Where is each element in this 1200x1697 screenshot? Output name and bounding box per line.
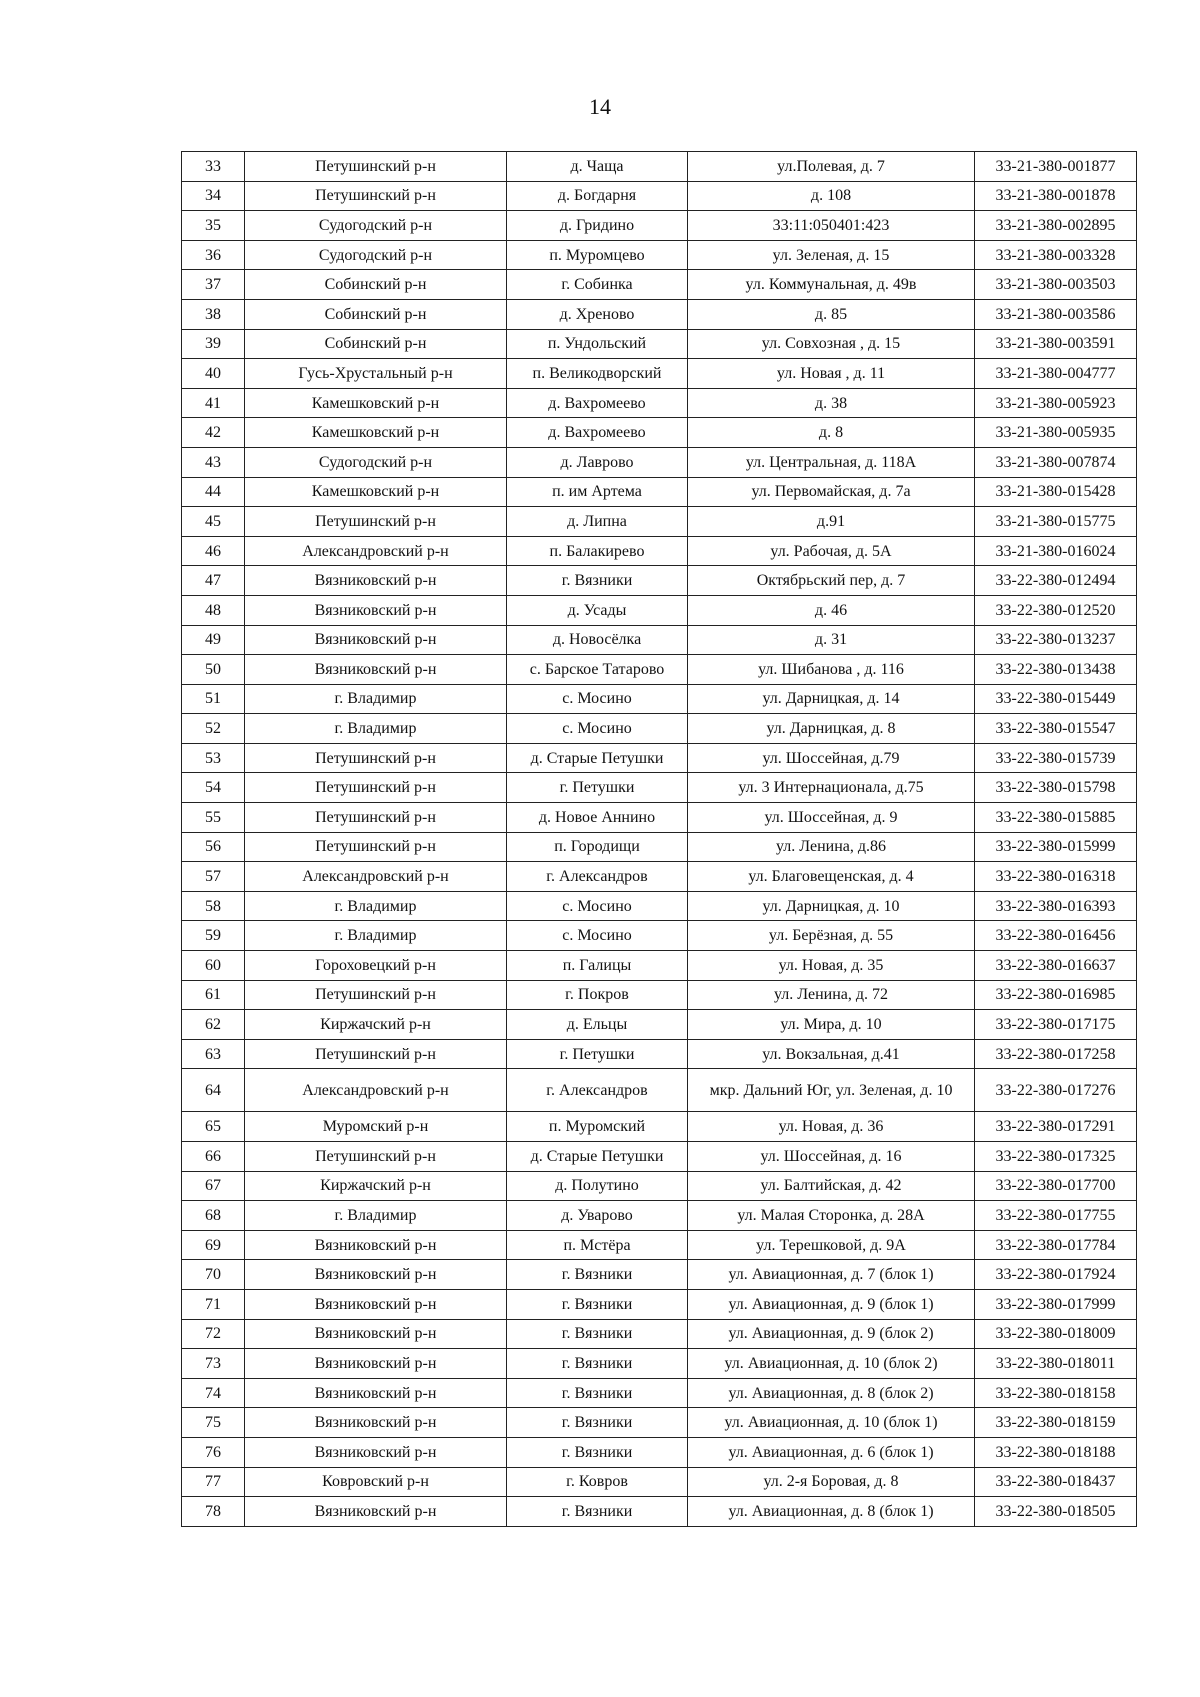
district-cell: г. Владимир bbox=[245, 891, 507, 921]
district-cell: Вязниковский р-н bbox=[245, 1349, 507, 1379]
table-row bbox=[182, 1010, 1137, 1040]
locality-cell: д. Хреново bbox=[507, 299, 688, 329]
locality-cell: д. Вахромеево bbox=[507, 388, 688, 418]
registry-code-cell: 33-22-380-017924 bbox=[975, 1260, 1137, 1290]
registry-code-cell: 33-22-380-018505 bbox=[975, 1497, 1137, 1527]
district-cell: Александровский р-н bbox=[245, 862, 507, 892]
table-row bbox=[182, 595, 1137, 625]
registry-code-cell: 33-22-380-015999 bbox=[975, 832, 1137, 862]
table-row bbox=[182, 447, 1137, 477]
table-row bbox=[182, 1349, 1137, 1379]
registry-code-cell: 33-22-380-017325 bbox=[975, 1142, 1137, 1172]
district-cell: Вязниковский р-н bbox=[245, 1408, 507, 1438]
district-cell: г. Владимир bbox=[245, 1201, 507, 1231]
row-number: 44 bbox=[182, 477, 245, 507]
address-cell: д.91 bbox=[688, 507, 975, 537]
address-cell: ул. Новая, д. 35 bbox=[688, 951, 975, 981]
table-row bbox=[182, 980, 1137, 1010]
table-row bbox=[182, 181, 1137, 211]
address-cell: ул. Ленина, д. 72 bbox=[688, 980, 975, 1010]
address-cell: ул. Первомайская, д. 7а bbox=[688, 477, 975, 507]
locality-cell: д. Полутино bbox=[507, 1171, 688, 1201]
row-number: 43 bbox=[182, 447, 245, 477]
district-cell: Петушинский р-н bbox=[245, 507, 507, 537]
table-row bbox=[182, 1069, 1137, 1112]
district-cell: г. Владимир bbox=[245, 921, 507, 951]
locality-cell: г. Вязники bbox=[507, 1289, 688, 1319]
locality-cell: п. Мстёра bbox=[507, 1230, 688, 1260]
row-number: 58 bbox=[182, 891, 245, 921]
address-cell: ул. Авиационная, д. 9 (блок 1) bbox=[688, 1289, 975, 1319]
address-cell: ул. Терешковой, д. 9А bbox=[688, 1230, 975, 1260]
address-cell: д. 31 bbox=[688, 625, 975, 655]
row-number: 76 bbox=[182, 1437, 245, 1467]
row-number: 48 bbox=[182, 595, 245, 625]
address-cell: ул. Авиационная, д. 8 (блок 2) bbox=[688, 1378, 975, 1408]
registry-code-cell: 33-22-380-013237 bbox=[975, 625, 1137, 655]
table-row bbox=[182, 1408, 1137, 1438]
district-cell: Петушинский р-н bbox=[245, 181, 507, 211]
locality-cell: д. Уварово bbox=[507, 1201, 688, 1231]
table-row bbox=[182, 566, 1137, 596]
locality-cell: п. Великодворский bbox=[507, 359, 688, 389]
page-number: 14 bbox=[589, 94, 611, 119]
locality-cell: г. Вязники bbox=[507, 1319, 688, 1349]
district-cell: Собинский р-н bbox=[245, 270, 507, 300]
row-number: 38 bbox=[182, 299, 245, 329]
row-number: 57 bbox=[182, 862, 245, 892]
address-cell: ул. Балтийская, д. 42 bbox=[688, 1171, 975, 1201]
address-cell: ул. Вокзальная, д.41 bbox=[688, 1039, 975, 1069]
registry-code-cell: 33-21-380-005935 bbox=[975, 418, 1137, 448]
locality-cell: г. Вязники bbox=[507, 1378, 688, 1408]
row-number: 71 bbox=[182, 1289, 245, 1319]
row-number: 67 bbox=[182, 1171, 245, 1201]
registry-code-cell: 33-22-380-016985 bbox=[975, 980, 1137, 1010]
row-number: 69 bbox=[182, 1230, 245, 1260]
district-cell: г. Владимир bbox=[245, 684, 507, 714]
locality-cell: п. им Артема bbox=[507, 477, 688, 507]
district-cell: Петушинский р-н bbox=[245, 152, 507, 182]
district-cell: Киржачский р-н bbox=[245, 1010, 507, 1040]
registry-code-cell: 33-22-380-016456 bbox=[975, 921, 1137, 951]
table-row bbox=[182, 951, 1137, 981]
district-cell: Вязниковский р-н bbox=[245, 1319, 507, 1349]
table-row bbox=[182, 862, 1137, 892]
address-cell: ул. Новая , д. 11 bbox=[688, 359, 975, 389]
row-number: 34 bbox=[182, 181, 245, 211]
table-row bbox=[182, 211, 1137, 241]
registry-code-cell: 33-21-380-002895 bbox=[975, 211, 1137, 241]
table-row bbox=[182, 299, 1137, 329]
registry-code-cell: 33-22-380-018437 bbox=[975, 1467, 1137, 1497]
district-cell: Собинский р-н bbox=[245, 329, 507, 359]
address-cell: ул. Ленина, д.86 bbox=[688, 832, 975, 862]
table-row bbox=[182, 388, 1137, 418]
registry-code-cell: 33-22-380-016318 bbox=[975, 862, 1137, 892]
table-row bbox=[182, 1230, 1137, 1260]
registry-code-cell: 33-21-380-004777 bbox=[975, 359, 1137, 389]
locality-cell: д. Лаврово bbox=[507, 447, 688, 477]
table-row bbox=[182, 1289, 1137, 1319]
district-cell: Вязниковский р-н bbox=[245, 1230, 507, 1260]
row-number: 63 bbox=[182, 1039, 245, 1069]
locality-cell: д. Чаща bbox=[507, 152, 688, 182]
locality-cell: д. Новое Аннино bbox=[507, 803, 688, 833]
address-cell: д. 46 bbox=[688, 595, 975, 625]
table-row bbox=[182, 477, 1137, 507]
district-cell: Ковровский р-н bbox=[245, 1467, 507, 1497]
district-cell: Судогодский р-н bbox=[245, 211, 507, 241]
row-number: 72 bbox=[182, 1319, 245, 1349]
registry-table-container bbox=[181, 151, 1136, 1527]
row-number: 73 bbox=[182, 1349, 245, 1379]
address-cell: ул. Зеленая, д. 15 bbox=[688, 240, 975, 270]
locality-cell: д. Ельцы bbox=[507, 1010, 688, 1040]
table-row bbox=[182, 359, 1137, 389]
table-row bbox=[182, 684, 1137, 714]
row-number: 66 bbox=[182, 1142, 245, 1172]
district-cell: Вязниковский р-н bbox=[245, 655, 507, 685]
locality-cell: г. Вязники bbox=[507, 566, 688, 596]
address-cell: ул.Полевая, д. 7 bbox=[688, 152, 975, 182]
registry-code-cell: 33-22-380-018009 bbox=[975, 1319, 1137, 1349]
locality-cell: г. Александров bbox=[507, 1069, 688, 1112]
locality-cell: д. Богдарня bbox=[507, 181, 688, 211]
address-cell: ул. Шоссейная, д.79 bbox=[688, 743, 975, 773]
table-row bbox=[182, 1201, 1137, 1231]
row-number: 41 bbox=[182, 388, 245, 418]
table-row bbox=[182, 1319, 1137, 1349]
table-row bbox=[182, 1497, 1137, 1527]
district-cell: Александровский р-н bbox=[245, 536, 507, 566]
row-number: 78 bbox=[182, 1497, 245, 1527]
locality-cell: г. Вязники bbox=[507, 1260, 688, 1290]
registry-code-cell: 33-21-380-003591 bbox=[975, 329, 1137, 359]
row-number: 77 bbox=[182, 1467, 245, 1497]
locality-cell: п. Муромцево bbox=[507, 240, 688, 270]
table-row bbox=[182, 1437, 1137, 1467]
district-cell: Вязниковский р-н bbox=[245, 1437, 507, 1467]
district-cell: г. Владимир bbox=[245, 714, 507, 744]
table-row bbox=[182, 773, 1137, 803]
row-number: 40 bbox=[182, 359, 245, 389]
row-number: 39 bbox=[182, 329, 245, 359]
table-row bbox=[182, 270, 1137, 300]
district-cell: Александровский р-н bbox=[245, 1069, 507, 1112]
row-number: 37 bbox=[182, 270, 245, 300]
address-cell: ул. Авиационная, д. 8 (блок 1) bbox=[688, 1497, 975, 1527]
row-number: 65 bbox=[182, 1112, 245, 1142]
registry-code-cell: 33-22-380-017258 bbox=[975, 1039, 1137, 1069]
row-number: 54 bbox=[182, 773, 245, 803]
locality-cell: п. Городищи bbox=[507, 832, 688, 862]
address-cell: д. 108 bbox=[688, 181, 975, 211]
row-number: 33 bbox=[182, 152, 245, 182]
table-row bbox=[182, 418, 1137, 448]
registry-code-cell: 33-22-380-017999 bbox=[975, 1289, 1137, 1319]
locality-cell: с. Барское Татарово bbox=[507, 655, 688, 685]
locality-cell: д. Старые Петушки bbox=[507, 743, 688, 773]
registry-code-cell: 33-21-380-015775 bbox=[975, 507, 1137, 537]
district-cell: Камешковский р-н bbox=[245, 388, 507, 418]
district-cell: Петушинский р-н bbox=[245, 743, 507, 773]
locality-cell: г. Вязники bbox=[507, 1497, 688, 1527]
table-row bbox=[182, 655, 1137, 685]
row-number: 60 bbox=[182, 951, 245, 981]
registry-table bbox=[181, 151, 1137, 1527]
locality-cell: с. Мосино bbox=[507, 921, 688, 951]
row-number: 52 bbox=[182, 714, 245, 744]
address-cell: ул. 2-я Боровая, д. 8 bbox=[688, 1467, 975, 1497]
row-number: 55 bbox=[182, 803, 245, 833]
locality-cell: с. Мосино bbox=[507, 891, 688, 921]
locality-cell: д. Липна bbox=[507, 507, 688, 537]
registry-code-cell: 33-22-380-015739 bbox=[975, 743, 1137, 773]
registry-code-cell: 33-22-380-015798 bbox=[975, 773, 1137, 803]
district-cell: Судогодский р-н bbox=[245, 240, 507, 270]
table-row bbox=[182, 1039, 1137, 1069]
registry-code-cell: 33-21-380-005923 bbox=[975, 388, 1137, 418]
district-cell: Петушинский р-н bbox=[245, 803, 507, 833]
table-row bbox=[182, 1142, 1137, 1172]
locality-cell: д. Новосёлка bbox=[507, 625, 688, 655]
locality-cell: г. Петушки bbox=[507, 1039, 688, 1069]
address-cell: ул. Авиационная, д. 10 (блок 1) bbox=[688, 1408, 975, 1438]
address-cell: мкр. Дальний Юг, ул. Зеленая, д. 10 bbox=[688, 1069, 975, 1112]
table-row bbox=[182, 1171, 1137, 1201]
locality-cell: п. Галицы bbox=[507, 951, 688, 981]
registry-code-cell: 33-22-380-018158 bbox=[975, 1378, 1137, 1408]
registry-code-cell: 33-22-380-017175 bbox=[975, 1010, 1137, 1040]
district-cell: Собинский р-н bbox=[245, 299, 507, 329]
district-cell: Петушинский р-н bbox=[245, 773, 507, 803]
address-cell: ул. Шибанова , д. 116 bbox=[688, 655, 975, 685]
district-cell: Вязниковский р-н bbox=[245, 1289, 507, 1319]
registry-code-cell: 33-22-380-015885 bbox=[975, 803, 1137, 833]
district-cell: Вязниковский р-н bbox=[245, 1378, 507, 1408]
row-number: 50 bbox=[182, 655, 245, 685]
locality-cell: г. Вязники bbox=[507, 1437, 688, 1467]
table-row bbox=[182, 152, 1137, 182]
address-cell: д. 8 bbox=[688, 418, 975, 448]
table-row bbox=[182, 536, 1137, 566]
table-row bbox=[182, 240, 1137, 270]
district-cell: Петушинский р-н bbox=[245, 1142, 507, 1172]
locality-cell: п. Ундольский bbox=[507, 329, 688, 359]
table-row bbox=[182, 743, 1137, 773]
district-cell: Киржачский р-н bbox=[245, 1171, 507, 1201]
address-cell: ул. Рабочая, д. 5А bbox=[688, 536, 975, 566]
row-number: 53 bbox=[182, 743, 245, 773]
registry-code-cell: 33-22-380-012494 bbox=[975, 566, 1137, 596]
address-cell: ул. Совхозная , д. 15 bbox=[688, 329, 975, 359]
registry-code-cell: 33-22-380-017276 bbox=[975, 1069, 1137, 1112]
registry-code-cell: 33-22-380-016393 bbox=[975, 891, 1137, 921]
address-cell: д. 38 bbox=[688, 388, 975, 418]
locality-cell: г. Вязники bbox=[507, 1349, 688, 1379]
address-cell: Октябрьский пер, д. 7 bbox=[688, 566, 975, 596]
registry-code-cell: 33-22-380-017784 bbox=[975, 1230, 1137, 1260]
address-cell: ул. 3 Интернационала, д.75 bbox=[688, 773, 975, 803]
district-cell: Гусь-Хрустальный р-н bbox=[245, 359, 507, 389]
district-cell: Петушинский р-н bbox=[245, 980, 507, 1010]
row-number: 51 bbox=[182, 684, 245, 714]
locality-cell: г. Покров bbox=[507, 980, 688, 1010]
row-number: 61 bbox=[182, 980, 245, 1010]
table-row bbox=[182, 832, 1137, 862]
row-number: 47 bbox=[182, 566, 245, 596]
row-number: 49 bbox=[182, 625, 245, 655]
address-cell: ул. Благовещенская, д. 4 bbox=[688, 862, 975, 892]
address-cell: ул. Дарницкая, д. 10 bbox=[688, 891, 975, 921]
row-number: 59 bbox=[182, 921, 245, 951]
table-row bbox=[182, 714, 1137, 744]
row-number: 56 bbox=[182, 832, 245, 862]
table-row bbox=[182, 1260, 1137, 1290]
row-number: 36 bbox=[182, 240, 245, 270]
registry-code-cell: 33-22-380-017755 bbox=[975, 1201, 1137, 1231]
table-row bbox=[182, 1378, 1137, 1408]
district-cell: Петушинский р-н bbox=[245, 832, 507, 862]
district-cell: Вязниковский р-н bbox=[245, 595, 507, 625]
registry-code-cell: 33-22-380-017700 bbox=[975, 1171, 1137, 1201]
table-row bbox=[182, 1467, 1137, 1497]
registry-code-cell: 33-22-380-015449 bbox=[975, 684, 1137, 714]
registry-code-cell: 33-21-380-001877 bbox=[975, 152, 1137, 182]
registry-code-cell: 33-22-380-018159 bbox=[975, 1408, 1137, 1438]
district-cell: Камешковский р-н bbox=[245, 418, 507, 448]
locality-cell: г. Ковров bbox=[507, 1467, 688, 1497]
address-cell: ул. Шоссейная, д. 9 bbox=[688, 803, 975, 833]
table-row bbox=[182, 329, 1137, 359]
district-cell: Петушинский р-н bbox=[245, 1039, 507, 1069]
address-cell: ул. Авиационная, д. 10 (блок 2) bbox=[688, 1349, 975, 1379]
address-cell: ул. Центральная, д. 118А bbox=[688, 447, 975, 477]
address-cell: 33:11:050401:423 bbox=[688, 211, 975, 241]
address-cell: ул. Шоссейная, д. 16 bbox=[688, 1142, 975, 1172]
table-row bbox=[182, 803, 1137, 833]
table-row bbox=[182, 921, 1137, 951]
row-number: 74 bbox=[182, 1378, 245, 1408]
registry-code-cell: 33-22-380-016637 bbox=[975, 951, 1137, 981]
locality-cell: п. Балакирево bbox=[507, 536, 688, 566]
registry-code-cell: 33-22-380-015547 bbox=[975, 714, 1137, 744]
locality-cell: г. Собинка bbox=[507, 270, 688, 300]
district-cell: Камешковский р-н bbox=[245, 477, 507, 507]
registry-code-cell: 33-21-380-003328 bbox=[975, 240, 1137, 270]
row-number: 70 bbox=[182, 1260, 245, 1290]
locality-cell: с. Мосино bbox=[507, 684, 688, 714]
row-number: 75 bbox=[182, 1408, 245, 1438]
table-row bbox=[182, 891, 1137, 921]
row-number: 45 bbox=[182, 507, 245, 537]
table-row bbox=[182, 1112, 1137, 1142]
address-cell: ул. Берёзная, д. 55 bbox=[688, 921, 975, 951]
registry-code-cell: 33-21-380-015428 bbox=[975, 477, 1137, 507]
locality-cell: г. Александров bbox=[507, 862, 688, 892]
table-row bbox=[182, 507, 1137, 537]
row-number: 64 bbox=[182, 1069, 245, 1112]
locality-cell: г. Вязники bbox=[507, 1408, 688, 1438]
district-cell: Вязниковский р-н bbox=[245, 566, 507, 596]
district-cell: Вязниковский р-н bbox=[245, 1260, 507, 1290]
address-cell: ул. Мира, д. 10 bbox=[688, 1010, 975, 1040]
address-cell: ул. Малая Сторонка, д. 28А bbox=[688, 1201, 975, 1231]
registry-code-cell: 33-22-380-013438 bbox=[975, 655, 1137, 685]
address-cell: ул. Дарницкая, д. 14 bbox=[688, 684, 975, 714]
row-number: 68 bbox=[182, 1201, 245, 1231]
locality-cell: с. Мосино bbox=[507, 714, 688, 744]
district-cell: Гороховецкий р-н bbox=[245, 951, 507, 981]
district-cell: Муромский р-н bbox=[245, 1112, 507, 1142]
address-cell: ул. Новая, д. 36 bbox=[688, 1112, 975, 1142]
row-number: 35 bbox=[182, 211, 245, 241]
registry-code-cell: 33-21-380-007874 bbox=[975, 447, 1137, 477]
registry-code-cell: 33-22-380-017291 bbox=[975, 1112, 1137, 1142]
address-cell: ул. Авиационная, д. 7 (блок 1) bbox=[688, 1260, 975, 1290]
locality-cell: п. Муромский bbox=[507, 1112, 688, 1142]
address-cell: ул. Коммунальная, д. 49в bbox=[688, 270, 975, 300]
table-row bbox=[182, 625, 1137, 655]
registry-code-cell: 33-22-380-018188 bbox=[975, 1437, 1137, 1467]
registry-table-body bbox=[182, 152, 1137, 1527]
address-cell: ул. Авиационная, д. 9 (блок 2) bbox=[688, 1319, 975, 1349]
locality-cell: д. Вахромеево bbox=[507, 418, 688, 448]
row-number: 46 bbox=[182, 536, 245, 566]
locality-cell: д. Старые Петушки bbox=[507, 1142, 688, 1172]
address-cell: д. 85 bbox=[688, 299, 975, 329]
district-cell: Судогодский р-н bbox=[245, 447, 507, 477]
registry-code-cell: 33-21-380-016024 bbox=[975, 536, 1137, 566]
registry-code-cell: 33-22-380-018011 bbox=[975, 1349, 1137, 1379]
row-number: 42 bbox=[182, 418, 245, 448]
address-cell: ул. Дарницкая, д. 8 bbox=[688, 714, 975, 744]
locality-cell: г. Петушки bbox=[507, 773, 688, 803]
locality-cell: д. Усады bbox=[507, 595, 688, 625]
row-number: 62 bbox=[182, 1010, 245, 1040]
district-cell: Вязниковский р-н bbox=[245, 1497, 507, 1527]
registry-code-cell: 33-21-380-001878 bbox=[975, 181, 1137, 211]
registry-code-cell: 33-22-380-012520 bbox=[975, 595, 1137, 625]
address-cell: ул. Авиационная, д. 6 (блок 1) bbox=[688, 1437, 975, 1467]
district-cell: Вязниковский р-н bbox=[245, 625, 507, 655]
locality-cell: д. Гридино bbox=[507, 211, 688, 241]
registry-code-cell: 33-21-380-003503 bbox=[975, 270, 1137, 300]
registry-code-cell: 33-21-380-003586 bbox=[975, 299, 1137, 329]
